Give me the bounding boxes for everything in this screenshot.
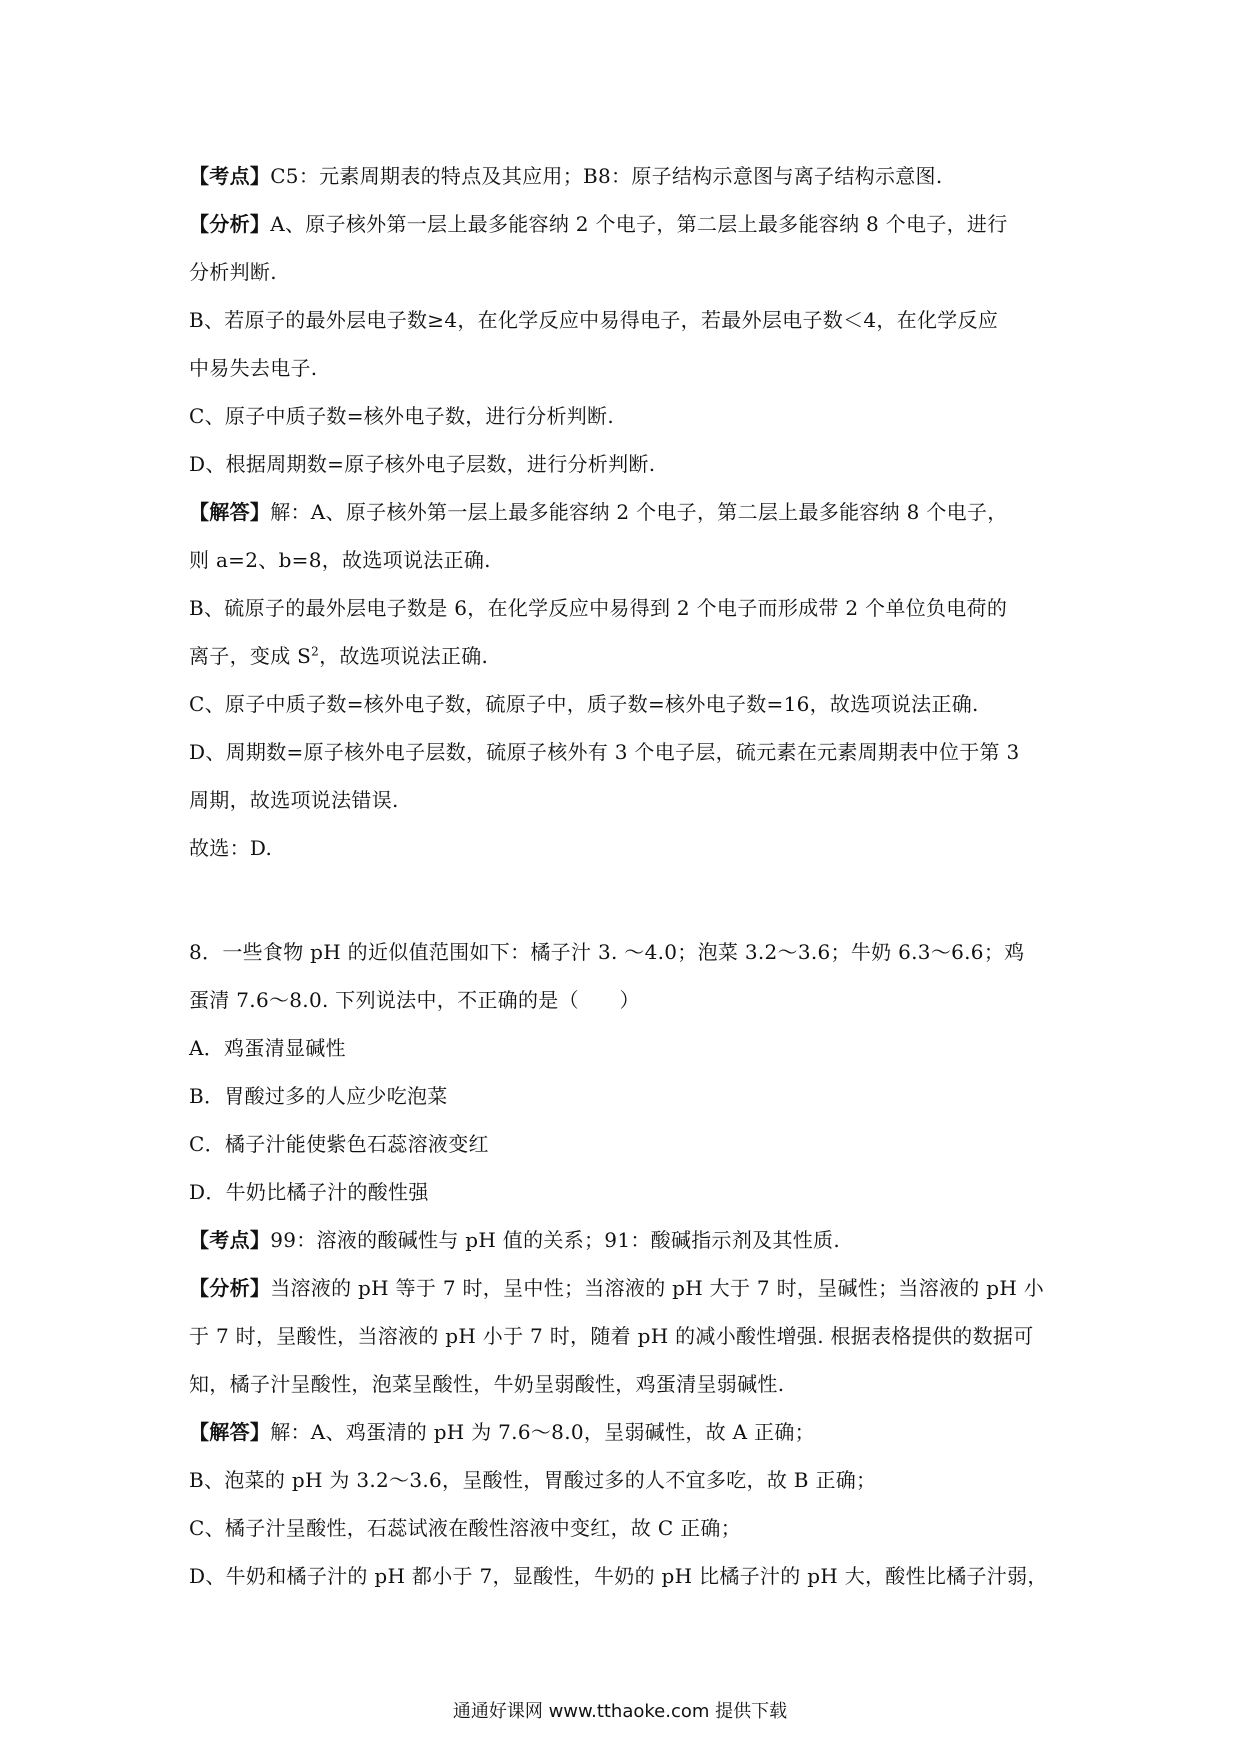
q7-jieda-a-1: 解：A、原子核外第一层上最多能容纳 2 个电子，第二层上最多能容纳 8 个电子， bbox=[270, 500, 1008, 524]
q8-option-c: C．橘子汁能使紫色石蕊溶液变红 bbox=[189, 1132, 489, 1156]
q8-fenxi-line bbox=[189, 1274, 1069, 1302]
q8-kaodian-line bbox=[189, 1226, 1069, 1254]
q8-kaodian-tag: 【考点】 bbox=[189, 1228, 271, 1252]
q7-jieda-tag: 【解答】 bbox=[189, 500, 271, 524]
q7-fenxi-b-2: 中易失去电子. bbox=[189, 356, 318, 380]
q7-jieda-c: C、原子中质子数=核外电子数，硫原子中，质子数=核外电子数=16，故选项说法正确. bbox=[189, 692, 979, 716]
q8-option-a: A．鸡蛋清显碱性 bbox=[189, 1036, 346, 1060]
q7-fenxi-tag: 【分析】 bbox=[189, 212, 271, 236]
q7-answer: 故选：D. bbox=[189, 836, 273, 860]
q8-jieda-c: C、橘子汁呈酸性，石蕊试液在酸性溶液中变红，故 C 正确； bbox=[189, 1516, 742, 1540]
page-footer: 通通好课网 www.tthaoke.com 提供下载 bbox=[452, 1701, 788, 1722]
q7-jieda-b-2-pre: 离子，变成 S bbox=[189, 644, 312, 668]
q7-jieda-d-1: D、周期数=原子核外电子层数，硫原子核外有 3 个电子层，硫元素在元素周期表中位于第 3 bbox=[189, 740, 1020, 764]
q8-stem-2: 蛋清 7.6～8.0. 下列说法中，不正确的是（ ） bbox=[189, 988, 640, 1012]
q7-kaodian-line bbox=[189, 162, 1069, 190]
q8-jieda-d: D、牛奶和橘子汁的 pH 都小于 7，显酸性，牛奶的 pH 比橘子汁的 pH 大，酸性比橘子汁弱， bbox=[189, 1564, 1048, 1588]
q7-fenxi-a-1: A、原子核外第一层上最多能容纳 2 个电子，第二层上最多能容纳 8 个电子，进行 bbox=[270, 212, 1008, 236]
q7-fenxi-d: D、根据周期数=原子核外电子层数，进行分析判断. bbox=[189, 452, 656, 476]
q8-jieda-tag: 【解答】 bbox=[189, 1420, 271, 1444]
q7-jieda-line bbox=[189, 498, 1069, 526]
q7-jieda-b-2-line bbox=[189, 642, 1069, 670]
q8-fenxi-tag: 【分析】 bbox=[189, 1276, 271, 1300]
q7-jieda-b-2-post: ，故选项说法正确. bbox=[319, 644, 489, 668]
q7-jieda-b-1: B、硫原子的最外层电子数是 6，在化学反应中易得到 2 个电子而形成带 2 个单位负电荷的 bbox=[189, 596, 1008, 620]
q8-jieda-line bbox=[189, 1418, 1069, 1446]
q7-fenxi-line bbox=[189, 210, 1069, 238]
q8-option-d: D．牛奶比橘子汁的酸性强 bbox=[189, 1180, 429, 1204]
q8-option-b: B．胃酸过多的人应少吃泡菜 bbox=[189, 1084, 448, 1108]
q7-kaodian-tag: 【考点】 bbox=[189, 164, 271, 188]
q7-fenxi-c: C、原子中质子数=核外电子数，进行分析判断. bbox=[189, 404, 615, 428]
q8-stem-1: 8．一些食物 pH 的近似值范围如下：橘子汁 3. ～4.0；泡菜 3.2～3.6；牛奶 6.3～6.6；鸡 bbox=[189, 940, 1025, 964]
q7-jieda-a-2: 则 a=2、b=8，故选项说法正确. bbox=[189, 548, 491, 572]
q7-kaodian-text: C5：元素周期表的特点及其应用；B8：原子结构示意图与离子结构示意图. bbox=[270, 164, 943, 188]
q7-jieda-d-2: 周期，故选项说法错误. bbox=[189, 788, 399, 812]
q8-jieda-b: B、泡菜的 pH 为 3.2～3.6，呈酸性，胃酸过多的人不宜多吃，故 B 正确； bbox=[189, 1468, 877, 1492]
q7-fenxi-a-2: 分析判断. bbox=[189, 260, 277, 284]
q7-fenxi-b-1: B、若原子的最外层电子数≥4，在化学反应中易得电子，若最外层电子数＜4，在化学反应 bbox=[189, 308, 999, 332]
q8-fenxi-3: 知，橘子汁呈酸性，泡菜呈酸性，牛奶呈弱酸性，鸡蛋清呈弱碱性. bbox=[189, 1372, 785, 1396]
q8-kaodian-text: 99：溶液的酸碱性与 pH 值的关系；91：酸碱指示剂及其性质. bbox=[270, 1228, 841, 1252]
q8-fenxi-2: 于 7 时，呈酸性，当溶液的 pH 小于 7 时，随着 pH 的减小酸性增强. 根据表格提供的数据可 bbox=[189, 1324, 1034, 1348]
q8-jieda-a: 解：A、鸡蛋清的 pH 为 7.6～8.0，呈弱碱性，故 A 正确； bbox=[270, 1420, 815, 1444]
q8-fenxi-1: 当溶液的 pH 等于 7 时，呈中性；当溶液的 pH 大于 7 时，呈碱性；当溶液的 pH 小 bbox=[270, 1276, 1045, 1300]
q7-jieda-b-2-sup: 2 bbox=[311, 644, 320, 659]
